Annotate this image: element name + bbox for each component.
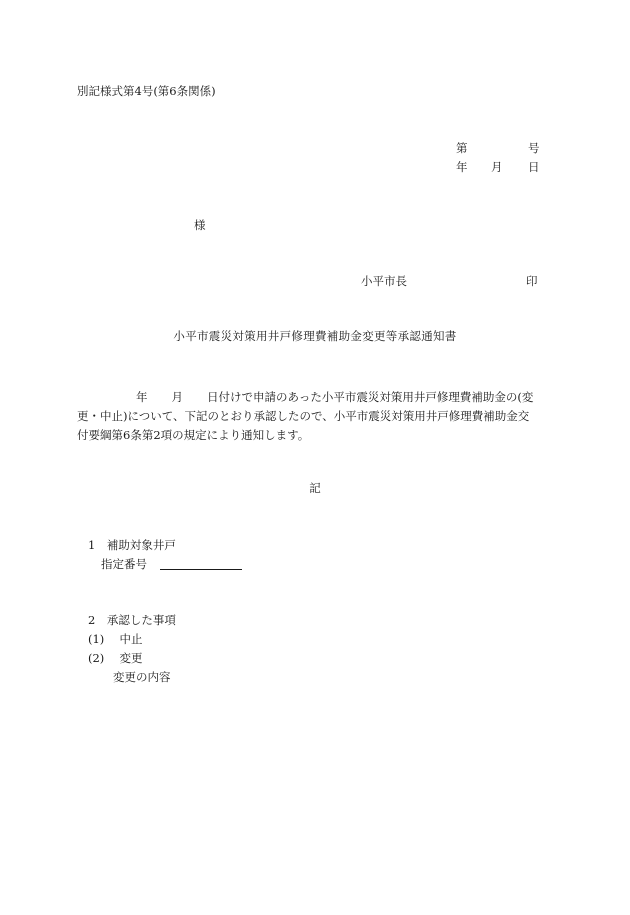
- body-month-label: 月: [171, 390, 183, 404]
- designation-number-blank: [160, 569, 242, 570]
- body-line-2: 更・中止)について、下記のとおり承認したので、小平市震災対策用井戸修理費補助金交: [77, 409, 530, 423]
- section-2-heading: 2 承認した事項: [88, 613, 176, 627]
- date-year-label: 年: [456, 160, 468, 174]
- document-number-prefix: 第: [456, 141, 468, 155]
- ki-marker: 記: [309, 481, 321, 495]
- addressee-honorific: 様: [194, 218, 206, 232]
- document-number-suffix: 号: [528, 141, 540, 155]
- body-line-3: 付要綱第6条第2項の規定により通知します。: [77, 428, 310, 442]
- section-1-heading: 1 補助対象井戸: [88, 538, 176, 552]
- form-reference: 別記様式第4号(第6条関係): [77, 84, 216, 98]
- body-line-1-text: 日付けで申請のあった小平市震災対策用井戸修理費補助金の(変: [207, 390, 534, 404]
- document-title: 小平市震災対策用井戸修理費補助金変更等承認通知書: [173, 329, 457, 343]
- body-line-1: [77, 388, 542, 407]
- designation-number-label: 指定番号: [101, 557, 147, 571]
- item-cancel: (1) 中止: [88, 632, 143, 646]
- issuer-seal: 印: [526, 274, 538, 288]
- body-paragraph: [77, 388, 542, 445]
- date-day-label: 日: [528, 160, 540, 174]
- item-change: (2) 変更: [88, 651, 143, 665]
- issuer-title: 小平市長: [361, 274, 407, 288]
- change-details-label: 変更の内容: [113, 670, 171, 684]
- body-year-label: 年: [136, 390, 148, 404]
- date-month-label: 月: [491, 160, 503, 174]
